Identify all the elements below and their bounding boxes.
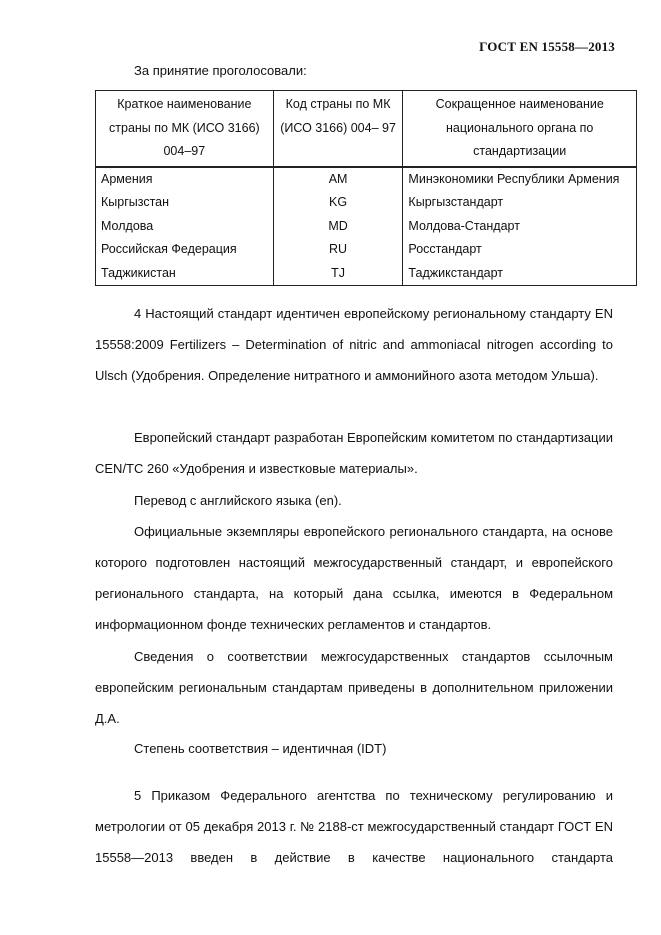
table-row — [96, 262, 637, 286]
table-row — [96, 167, 637, 192]
paragraph-degree — [95, 733, 613, 764]
document-header: ГОСТ EN 15558—2013 — [479, 39, 615, 54]
voting-intro: За принятие проголосовали: — [134, 63, 307, 78]
paragraph-order — [95, 780, 613, 873]
paragraph-translation-text: Перевод с английского языка (en). — [134, 493, 342, 508]
country-code: TJ — [273, 262, 403, 286]
country-name: Молдова — [96, 215, 274, 239]
paragraph-translation — [95, 485, 613, 516]
header-country-code: Код страны по МК (ИСО 3166) 004– 97 — [273, 91, 403, 167]
table-row — [96, 215, 637, 239]
country-code: KG — [273, 191, 403, 215]
standards-body: Кыргызстандарт — [403, 191, 637, 215]
country-name: Кыргызстан — [96, 191, 274, 215]
standards-body: Росстандарт — [403, 238, 637, 262]
header-standards-body: Сокращенное наименование национального органа по стандартизации — [403, 91, 637, 167]
paragraph-official-copies-text: Официальные экземпляры европейского регионального стандарта, на основе которого подготовлен настоящий межгосударственный стандарт, и европейского регионального стандарта, на который дана ссылка, имеются в Федеральном информационном фонде технических регламентов и стандартов. — [95, 524, 613, 632]
paragraph-official-copies — [95, 516, 613, 640]
paragraph-european-committee: Европейский стандарт разработан Европейским комитетом по стандартизации CEN/TC 260 «Удобрения и известковые материалы». — [95, 430, 613, 476]
paragraph-correspondence — [95, 641, 613, 734]
country-code: MD — [273, 215, 403, 239]
table-row — [96, 191, 637, 215]
country-name: Таджикистан — [96, 262, 274, 286]
country-name: Армения — [96, 167, 274, 192]
paragraph-5: 5 Приказом Федерального агентства по техническому регулированию и метрологии от 05 декабря 2013 г. № 2188-ст межгосударственный стандарт ГОСТ EN 15558—2013 введен в действие в качестве национального стандарта — [95, 788, 613, 865]
header-country-name: Краткое наименование страны по МК (ИСО 3166) 004–97 — [96, 91, 274, 167]
voting-table — [95, 90, 637, 286]
paragraph-correspondence-text: Сведения о соответствии межгосударственных стандартов ссылочным европейским региональным стандартам приведены в дополнительном приложении Д.А. — [95, 649, 613, 726]
paragraph-developer — [95, 422, 613, 484]
standards-body: Таджикстандарт — [403, 262, 637, 286]
paragraph-4: 4 Настоящий стандарт идентичен европейскому региональному стандарту EN 15558:2009 Fertilizers – Determination of nitric and ammoniacal nitrogen according to Ulsch (Удобрения. Определение нитратного и аммонийного азота методом Ульша). — [95, 306, 613, 383]
table-row — [96, 238, 637, 262]
paragraph-identity — [95, 298, 613, 391]
paragraph-degree-text: Степень соответствия – идентичная (IDT) — [134, 741, 387, 756]
standards-body: Минэкономики Республики Армения — [403, 167, 637, 192]
table-header-row — [96, 91, 637, 167]
country-code: RU — [273, 238, 403, 262]
country-code: AM — [273, 167, 403, 192]
country-name: Российская Федерация — [96, 238, 274, 262]
standards-body: Молдова-Стандарт — [403, 215, 637, 239]
